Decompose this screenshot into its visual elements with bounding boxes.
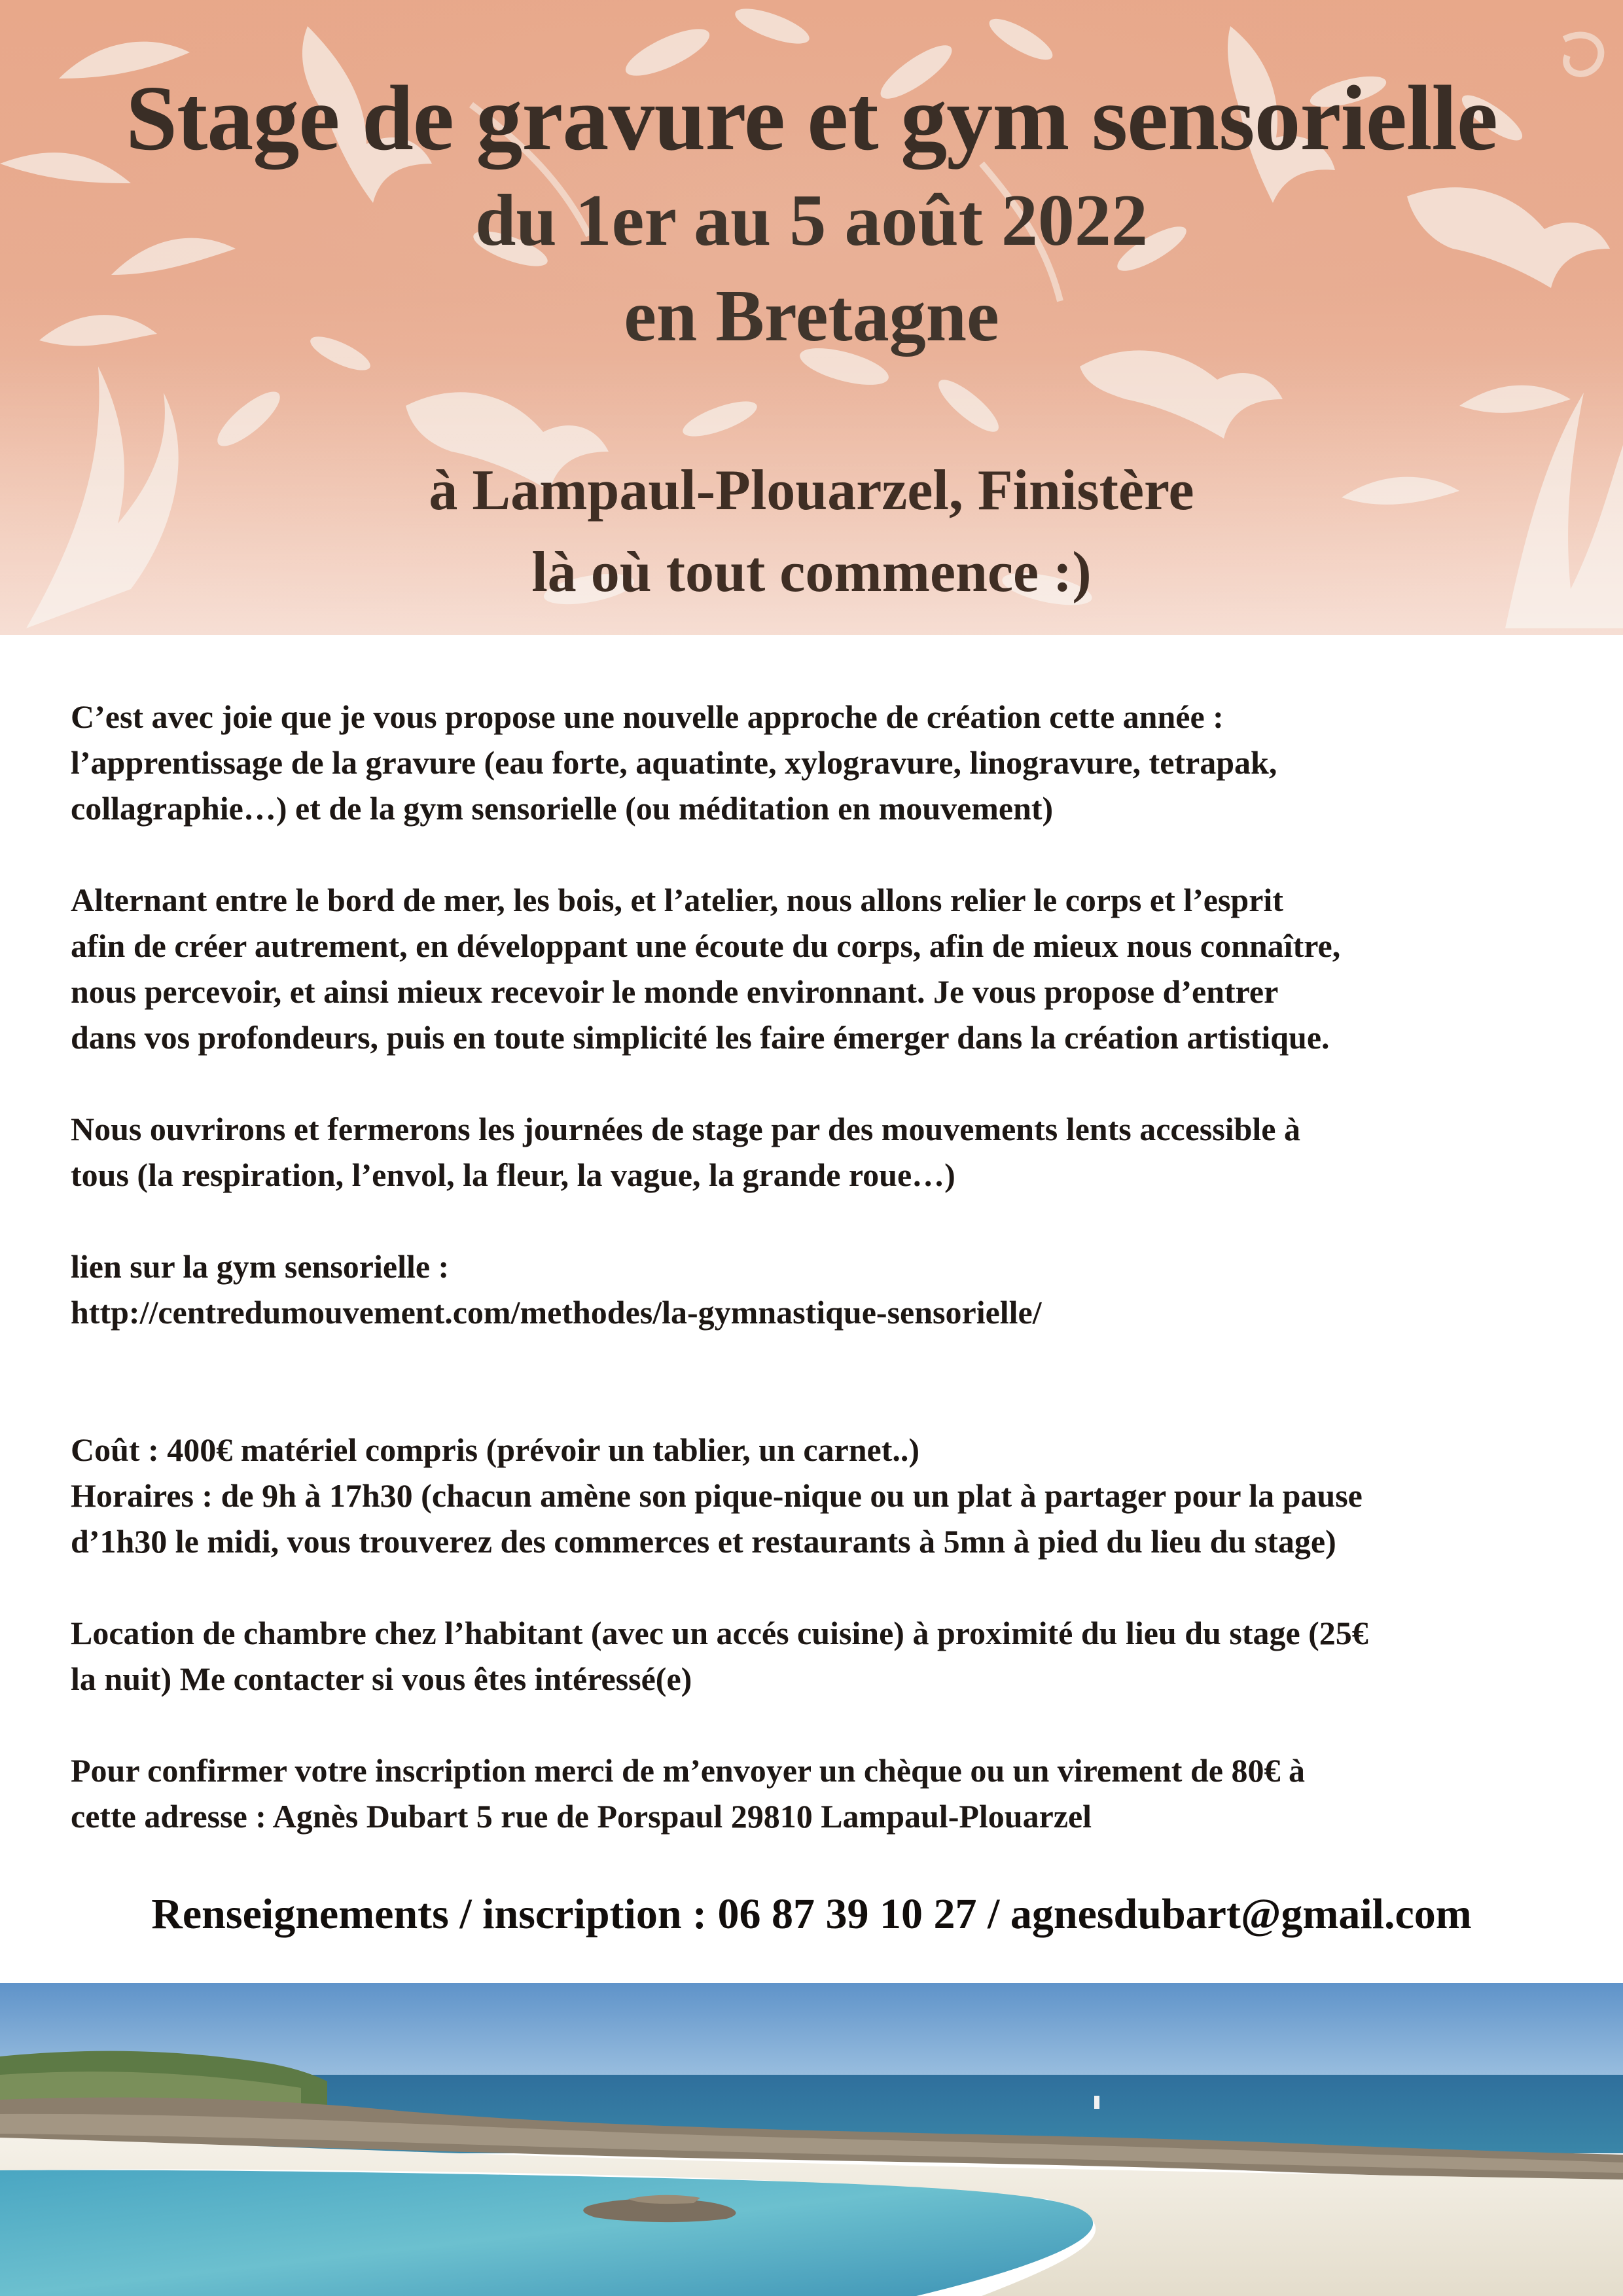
lodging-paragraph (71, 1610, 1576, 1702)
lodging-line: la nuit) Me contacter si vous êtes intéressé(e) (71, 1660, 692, 1697)
intro-paragraph (71, 694, 1576, 831)
event-place: à Lampaul-Plouarzel, Finistère (429, 459, 1194, 522)
schedule-line: d’1h30 le midi, vous trouverez des commerces et restaurants à 5mn à pied du lieu du stage) (71, 1523, 1336, 1560)
seascape-illustration (0, 1983, 1623, 2296)
approach-line: dans vos profondeurs, puis en toute simplicité les faire émerger dans la création artistique. (71, 1019, 1330, 1056)
registration-line: Pour confirmer votre inscription merci de m’envoyer un chèque ou un virement de 80€ à (71, 1752, 1305, 1789)
intro-line: l’apprentissage de la gravure (eau forte, aquatinte, xylogravure, linogravure, tetrapak, (71, 744, 1277, 781)
body-text (71, 694, 1576, 1839)
approach-line: afin de créer autrement, en développant une écoute du corps, afin de mieux nous connaître, (71, 927, 1341, 964)
registration-line: cette adresse : Agnès Dubart 5 rue de Porspaul 29810 Lampaul-Plouarzel (71, 1798, 1092, 1835)
header-banner (0, 0, 1623, 635)
approach-line: nous percevoir, et ainsi mieux recevoir le monde environnant. Je vous propose d’entrer (71, 973, 1279, 1010)
practical-paragraph (71, 1427, 1576, 1564)
schedule-line: Horaires : de 9h à 17h30 (chacun amène son pique-nique ou un plat à partager pour la pause (71, 1477, 1363, 1514)
link-label: lien sur la gym sensorielle : (71, 1248, 450, 1285)
movements-line: Nous ouvrirons et fermerons les journées de stage par des mouvements lents accessible à (71, 1111, 1300, 1147)
registration-paragraph (71, 1748, 1576, 1839)
movements-line: tous (la respiration, l’envol, la fleur, la vague, la grande roue…) (71, 1157, 955, 1193)
link-paragraph (71, 1244, 1576, 1335)
event-dates: du 1er au 5 août 2022 (475, 180, 1148, 261)
event-region: en Bretagne (624, 276, 999, 357)
approach-line: Alternant entre le bord de mer, les bois, et l’atelier, nous allons relier le corps et l’esprit (71, 882, 1283, 918)
intro-line: collagraphie…) et de la gym sensorielle (ou méditation en mouvement) (71, 790, 1054, 827)
gym-sensorielle-link[interactable]: http://centredumouvement.com/methodes/la-gymnastique-sensorielle/ (71, 1294, 1042, 1331)
event-tagline: là où tout commence :) (531, 541, 1092, 604)
movements-paragraph (71, 1106, 1576, 1198)
cost-line: Coût : 400€ matériel compris (prévoir un tablier, un carnet..) (71, 1431, 920, 1468)
coastline-photo (0, 1983, 1623, 2296)
intro-line: C’est avec joie que je vous propose une nouvelle approche de création cette année : (71, 698, 1224, 735)
contact-line: Renseignements / inscription : 06 87 39 10 27 / agnesdubart@gmail.com (151, 1890, 1472, 1938)
approach-paragraph (71, 877, 1576, 1060)
lodging-line: Location de chambre chez l’habitant (avec un accés cuisine) à proximité du lieu du stage (25€ (71, 1615, 1368, 1651)
page-title: Stage de gravure et gym sensorielle (126, 66, 1497, 170)
